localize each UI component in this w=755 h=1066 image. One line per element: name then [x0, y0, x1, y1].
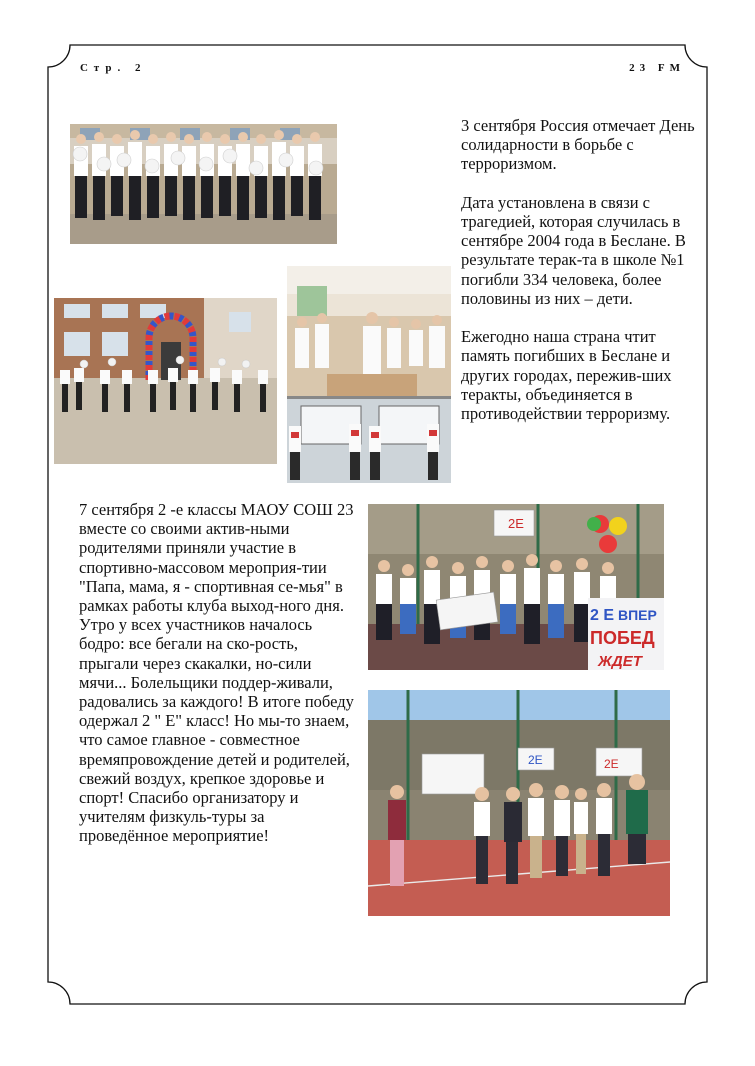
page-number: Стр. 2: [80, 62, 147, 74]
photo-sports-family-group: [368, 504, 664, 670]
poster-text-2e: 2 Е: [590, 607, 615, 624]
photo-classroom-collage: [287, 266, 451, 483]
poster-text-2e-right: 2Е: [604, 757, 619, 771]
poster-text-pobed: ПОБЕД: [590, 628, 655, 648]
article-sports-family-event: 7 сентября 2 -е классы МАОУ СОШ 23 вместе со своими актив-ными родителями приняли участие в спортивно-массовом мероприя-тии "Папа, мама, я - спортивная се-мья" в рамках работы клуба выход-ного дня. Утро у всех участников началось бодро: все бегали на ско-рость, прыгали через скакалки, но-сили мячи... Болельщики поддер-живали, радовались за каждого! В итоге победу одержал 2 " Е" класс! Но мы-то знаем, что самое главное - совместное времяпровождение детей и родителей, свежий воздух, крепкое здоровье и спорт! Спасибо организатору и учителям физкуль-туры за проведённое мероприятие!: [79, 500, 354, 846]
poster-text-2e-small: 2Е: [508, 516, 524, 531]
issue-label: 23 FM: [629, 62, 685, 74]
poster-text-zhdet: ЖДЕТ: [598, 653, 642, 670]
article-terrorism-solidarity-day: 3 сентября Россия отмечает День солидарности в борьбе с терроризмом. Дата установлена в связи с трагедией, которая случилась в сентябре 2004 года в Беслане. В результате терак-та в школе №1 погибли 334 человека, более половины из них – дети. Ежегодно наша страна чтит память погибших в Беслане и других городах, пережив-ших теракты, объединяется в противодействии терроризму.: [461, 116, 695, 424]
photo-school-balloon-arch: [54, 298, 277, 464]
photo-children-on-track: [368, 690, 670, 916]
poster-text-vper: ВПЕР: [618, 607, 657, 623]
photo-students-with-balloons: [70, 124, 337, 244]
poster-text-2e-center: 2Е: [528, 753, 543, 767]
